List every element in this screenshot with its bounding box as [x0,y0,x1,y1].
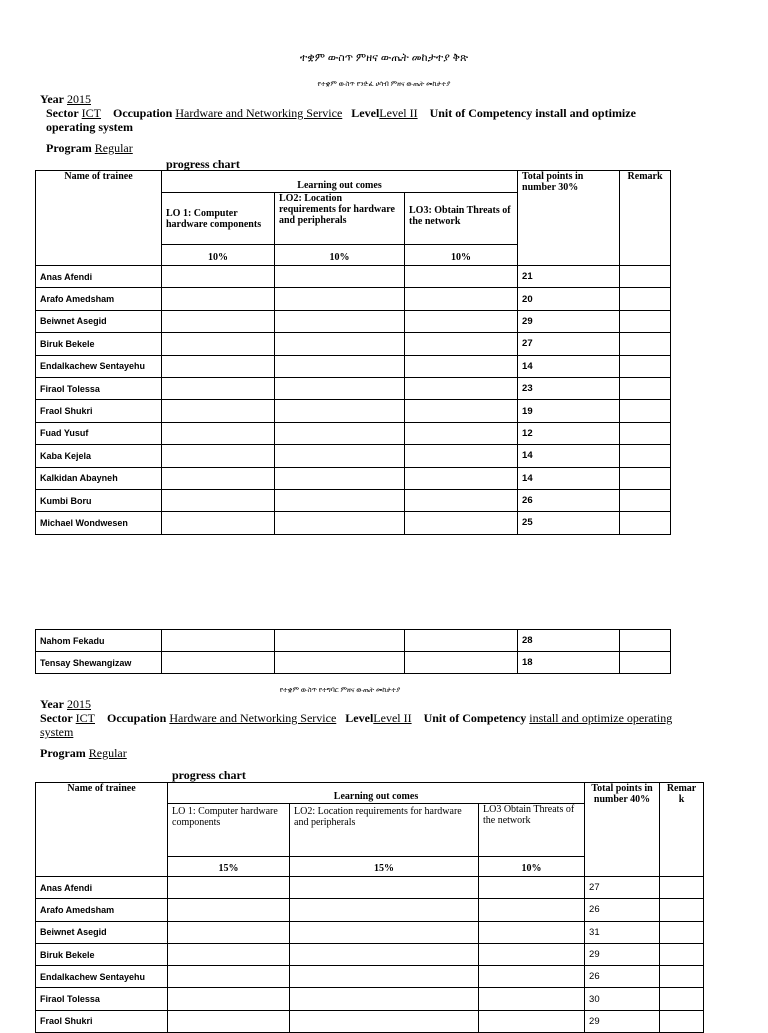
lo3-score-cell [405,377,518,399]
lo2-score-cell [275,630,405,652]
total-points: 30 [585,988,660,1010]
table-row [36,899,704,921]
program-value-2: Regular [88,746,127,760]
lo2-score-cell [290,966,479,988]
trainee-name: Biruk Bekele [36,333,162,355]
occupation-value-2: Hardware and Networking Service [169,711,337,725]
remark-cell [620,400,671,422]
lo2-score-cell [275,489,405,511]
total-points: 26 [518,489,620,511]
total-points: 26 [585,899,660,921]
total-points: 29 [585,1010,660,1032]
lo3-score-cell [479,943,585,965]
occupation-label: Occupation [113,106,173,120]
trainee-name: Fuad Yusuf [36,422,162,444]
lo2-score-cell [290,921,479,943]
lo3-score-cell [405,652,518,674]
col-header-remark-2: Remar k [660,783,704,877]
form-title: ተቋም ውስጥ ምዘና ውጤት መከታተያ ቅጽ [299,52,469,64]
lo2-score-cell [275,445,405,467]
remark-cell [620,377,671,399]
progress-table-theory-continued [35,629,671,674]
total-points: 25 [518,512,620,534]
progress-table-theory [35,170,671,535]
program-field [46,141,133,156]
lo1-score-cell [162,445,275,467]
total-points: 29 [518,310,620,332]
lo3-score-cell [479,899,585,921]
lo1-score-cell [162,333,275,355]
sector-label: Sector [46,106,79,120]
weight-lo1-2: 15% [168,857,290,877]
col-header-total: Total points in number 30% [518,171,620,266]
lo1-score-cell [162,489,275,511]
lo3-score-cell [405,422,518,444]
col-header-name-2: Name of trainee [36,783,168,877]
year-label-2: Year [40,697,64,711]
trainee-name: Arafo Amedsham [36,288,162,310]
table-row [36,467,671,489]
table-row [36,652,671,674]
lo1-score-cell [162,288,275,310]
table-row [36,630,671,652]
lo1-score-cell [162,400,275,422]
remark-cell [620,489,671,511]
trainee-name: Michael Wondwesen [36,512,162,534]
remark-cell [660,988,704,1010]
total-points: 14 [518,355,620,377]
lo1-score-cell [168,921,290,943]
lo1-score-cell [162,422,275,444]
lo1-score-cell [168,943,290,965]
program-value: Regular [94,141,133,155]
lo2-score-cell [275,512,405,534]
remark-cell [660,966,704,988]
total-points: 21 [518,266,620,288]
total-points: 27 [585,877,660,899]
col-header-remark: Remark [620,171,671,266]
year-field [40,92,91,107]
sector-value-2: ICT [75,711,95,725]
lo3-score-cell [405,310,518,332]
lo1-score-cell [162,355,275,377]
lo3-score-cell [479,877,585,899]
trainee-name: Endalkachew Sentayehu [36,966,168,988]
uoc-value-2: install and optimize operating [529,711,673,725]
level-label: Level [351,106,380,120]
sector-line [46,106,636,121]
total-points: 14 [518,467,620,489]
lo3-score-cell [405,400,518,422]
remark-cell [660,943,704,965]
lo3-score-cell [405,512,518,534]
trainee-name: Tensay Shewangizaw [36,652,162,674]
table-row [36,445,671,467]
lo3-score-cell [479,988,585,1010]
lo3-score-cell [405,288,518,310]
trainee-name: Firaol Tolessa [36,377,162,399]
lo3-score-cell [405,630,518,652]
trainee-name: Firaol Tolessa [36,988,168,1010]
lo3-score-cell [405,333,518,355]
total-points: 14 [518,445,620,467]
trainee-name: Anas Afendi [36,266,162,288]
uoc-line2-2: system [40,725,74,739]
form-subtitle: የተቋም ውስጥ የንድፈ ሀሳብ ምዘና ውጤት መከታተያ [317,80,451,88]
lo2-score-cell [290,943,479,965]
sector-line-2 [40,711,672,726]
chart-title: progress chart [166,157,240,171]
remark-cell [620,512,671,534]
lo1-score-cell [162,310,275,332]
uoc-line2: operating system [46,120,133,134]
trainee-name: Anas Afendi [36,877,168,899]
remark-cell [660,899,704,921]
remark-cell [620,652,671,674]
remark-cell [620,310,671,332]
year-field-2 [40,697,91,712]
remark-cell [620,355,671,377]
weight-lo2-2: 15% [290,857,479,877]
practical-title: የተቋም ውስጥ የተግባር ምዘና ውጤት መከታተያ [279,686,401,694]
table-row [36,288,671,310]
trainee-name: Kaba Kejela [36,445,162,467]
lo2-score-cell [275,400,405,422]
col-header-outcomes: Learning out comes [162,171,518,193]
table-row [36,355,671,377]
lo2-score-cell [290,1010,479,1032]
trainee-name: Kalkidan Abayneh [36,467,162,489]
lo3-score-cell [405,445,518,467]
lo2-score-cell [275,422,405,444]
trainee-name: Nahom Fekadu [36,630,162,652]
trainee-name: Endalkachew Sentayehu [36,355,162,377]
table-row [36,1010,704,1032]
sector-value: ICT [81,106,101,120]
table-row [36,512,671,534]
remark-cell [660,1010,704,1032]
table-row [36,266,671,288]
remark-cell [660,921,704,943]
lo3-score-cell [405,355,518,377]
table-row [36,422,671,444]
total-points: 12 [518,422,620,444]
total-points: 26 [585,966,660,988]
remark-cell [620,288,671,310]
occupation-value: Hardware and Networking Service [175,106,343,120]
lo2-score-cell [275,288,405,310]
uoc-label: Unit of Competency install and optimize [429,106,636,120]
table-row [36,377,671,399]
lo1-score-cell [162,266,275,288]
lo2-score-cell [275,266,405,288]
lo3-score-cell [405,266,518,288]
remark-cell [620,630,671,652]
lo2-score-cell [275,467,405,489]
table-row [36,966,704,988]
lo1-score-cell [168,1010,290,1032]
weight-lo3: 10% [405,245,518,266]
year-value: 2015 [67,92,91,106]
occupation-label-2: Occupation [107,711,167,725]
level-label-2: Level [345,711,374,725]
lo1-score-cell [168,966,290,988]
col-header-lo3-2: LO3 Obtain Threats of the network [479,804,585,857]
col-header-lo1-2: LO 1: Computer hardware components [168,804,290,857]
table-row [36,489,671,511]
program-field-2 [40,746,127,761]
remark-cell [620,266,671,288]
col-header-name: Name of trainee [36,171,162,266]
remark-cell [620,333,671,355]
lo1-score-cell [168,877,290,899]
total-points: 23 [518,377,620,399]
weight-lo1: 10% [162,245,275,266]
lo3-score-cell [479,921,585,943]
trainee-name: Fraol Shukri [36,1010,168,1032]
total-points: 31 [585,921,660,943]
lo1-score-cell [162,512,275,534]
lo2-score-cell [275,333,405,355]
total-points: 28 [518,630,620,652]
sector-label-2: Sector [40,711,73,725]
lo2-score-cell [290,988,479,1010]
program-label: Program [46,141,92,155]
total-points: 27 [518,333,620,355]
lo1-score-cell [162,652,275,674]
col-header-lo3: LO3: Obtain Threats of the network [405,193,518,245]
remark-cell [660,877,704,899]
col-header-lo1: LO 1: Computer hardware components [162,193,275,245]
lo3-score-cell [405,489,518,511]
year-label: Year [40,92,64,106]
table-row [36,400,671,422]
remark-cell [620,445,671,467]
table-row [36,988,704,1010]
lo1-score-cell [168,988,290,1010]
lo3-score-cell [479,966,585,988]
progress-table-practical [35,782,704,1033]
weight-lo3-2: 10% [479,857,585,877]
table-row [36,333,671,355]
col-header-total-2: Total points in number 40% [585,783,660,877]
year-value-2: 2015 [67,697,91,711]
total-points: 18 [518,652,620,674]
table-row [36,877,704,899]
total-points: 20 [518,288,620,310]
lo3-score-cell [479,1010,585,1032]
remark-cell [620,422,671,444]
trainee-name: Kumbi Boru [36,489,162,511]
lo1-score-cell [162,467,275,489]
program-label-2: Program [40,746,86,760]
col-header-outcomes-2: Learning out comes [168,783,585,804]
weight-lo2: 10% [275,245,405,266]
trainee-name: Beiwnet Asegid [36,921,168,943]
level-value-2: Level II [373,711,412,725]
col-header-lo2-2: LO2: Location requirements for hardware and peripherals [290,804,479,857]
lo1-score-cell [168,899,290,921]
trainee-name: Biruk Bekele [36,943,168,965]
lo2-score-cell [275,652,405,674]
level-value: Level II [379,106,418,120]
table-row [36,921,704,943]
remark-cell [620,467,671,489]
chart-title-2: progress chart [172,768,246,782]
trainee-name: Arafo Amedsham [36,899,168,921]
col-header-lo2: LO2: Location requirements for hardware and peripherals [275,193,405,245]
total-points: 29 [585,943,660,965]
lo2-score-cell [290,899,479,921]
lo1-score-cell [162,377,275,399]
trainee-name: Beiwnet Asegid [36,310,162,332]
total-points: 19 [518,400,620,422]
trainee-name: Fraol Shukri [36,400,162,422]
lo2-score-cell [275,310,405,332]
lo2-score-cell [290,877,479,899]
lo2-score-cell [275,377,405,399]
lo2-score-cell [275,355,405,377]
table-row [36,310,671,332]
lo1-score-cell [162,630,275,652]
table-row [36,943,704,965]
uoc-label-2: Unit of Competency [423,711,527,725]
lo3-score-cell [405,467,518,489]
